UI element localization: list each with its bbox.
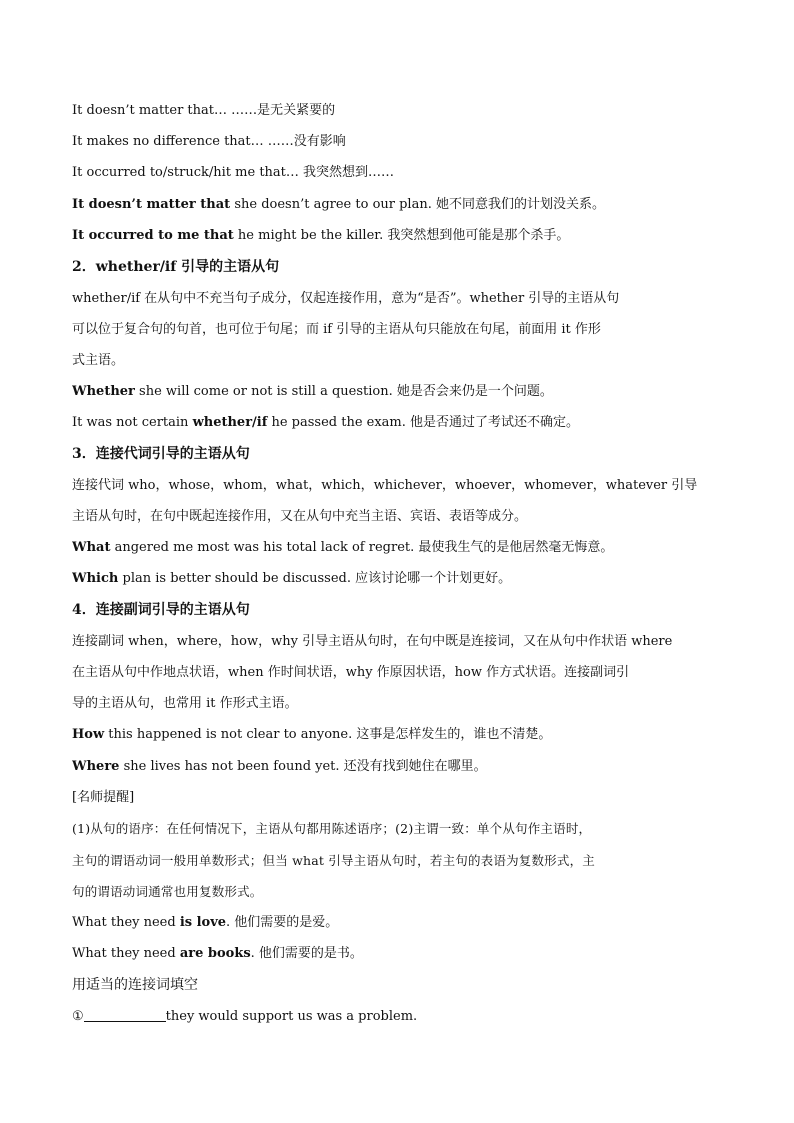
section-heading	[72, 257, 724, 277]
bold-phrase: Which	[72, 571, 119, 586]
text-line: It makes no difference that… ……没有影响	[72, 134, 346, 149]
note-line: 主句的谓语动词一般用单数形式；但当 what 引导主语从句时，若主句的表语为复数形式，主	[72, 853, 595, 868]
example-sentence	[72, 226, 724, 246]
example-sentence	[72, 382, 724, 402]
paragraph-line: whether/if 在从句中不充当句子成分，仅起连接作用，意为“是否”。whether 引导的主语从句	[72, 291, 620, 306]
section-heading	[72, 444, 724, 464]
sentence-text: she doesn’t agree to our plan. 她不同意我们的计划没关系。	[230, 197, 605, 212]
sentence-text: It was not certain	[72, 415, 193, 430]
section-heading	[72, 600, 724, 620]
question-number: ①	[72, 1009, 84, 1024]
heading-text: 3．连接代词引导的主语从句	[72, 446, 250, 462]
sentence-text: she lives has not been found yet. 还没有找到她住在哪里。	[119, 759, 487, 774]
example-sentence	[72, 944, 724, 964]
sentence-text: . 他们需要的是爱。	[226, 915, 339, 930]
bold-phrase: It doesn’t matter that	[72, 197, 231, 212]
paragraph-line: 导的主语从句，也常用 it 作形式主语。	[72, 696, 298, 711]
paragraph-line: 连接代词 who，whose，whom，what，which，whichever，whoever，whomever，whatever 引导	[72, 478, 698, 493]
bold-phrase: Where	[72, 759, 120, 774]
note-line: 句的谓语动词通常也用复数形式。	[72, 884, 263, 899]
paragraph-line: 主语从句时，在句中既起连接作用，又在从句中充当主语、宾语、表语等成分。	[72, 509, 528, 524]
heading-text: 引导的主语从句	[176, 259, 280, 275]
sentence-text: plan is better should be discussed. 应该讨论哪一个计划更好。	[118, 571, 512, 586]
tip-label: [名师提醒]	[72, 790, 135, 805]
sentence-text: angered me most was his total lack of regret. 最使我生气的是他居然毫无悔意。	[110, 540, 614, 555]
text-line: It occurred to/struck/hit me that… 我突然想到……	[72, 165, 395, 180]
bold-phrase: is love	[179, 915, 227, 930]
example-sentence	[72, 725, 724, 745]
paragraph-line: 在主语从句中作地点状语，when 作时间状语，why 作原因状语，how 作方式状语。连接副词引	[72, 665, 630, 680]
heading-number: 2．	[72, 259, 96, 275]
example-sentence	[72, 757, 724, 777]
bold-phrase: are books	[179, 946, 251, 961]
sentence-text: he passed the exam. 他是否通过了考试还不确定。	[267, 415, 580, 430]
note-line: (1)从句的语序：在任何情况下，主语从句都用陈述语序；(2)主谓一致：单个从句作主语时，	[72, 821, 592, 836]
sentence-text: she will come or not is still a question. 她是否会来仍是一个问题。	[134, 384, 553, 399]
bold-phrase: What	[72, 540, 111, 555]
bold-phrase: How	[72, 727, 105, 742]
example-sentence	[72, 195, 724, 215]
bold-phrase: whether/if	[192, 415, 268, 430]
exercise-question	[72, 1007, 724, 1027]
paragraph-line: 可以位于复合句的句首，也可位于句尾；而 if 引导的主语从句只能放在句尾，前面用 it 作形	[72, 322, 601, 337]
paragraph-line: 式主语。	[72, 353, 125, 368]
exercise-instruction: 用适当的连接词填空	[72, 977, 198, 993]
question-text: they would support us was a problem.	[165, 1009, 418, 1024]
example-sentence	[72, 538, 724, 558]
sentence-text: he might be the killer. 我突然想到他可能是那个杀手。	[233, 228, 570, 243]
heading-text: 4．连接副词引导的主语从句	[72, 602, 250, 618]
bold-phrase: Whether	[72, 384, 135, 399]
sentence-text: What they need	[72, 915, 180, 930]
bold-phrase: It occurred to me that	[72, 228, 234, 243]
text-line: It doesn’t matter that… ……是无关紧要的	[72, 103, 336, 118]
example-sentence	[72, 413, 724, 433]
paragraph-line: 连接副词 when，where，how，why 引导主语从句时，在句中既是连接词，又在从句中作状语 where	[72, 634, 673, 649]
sentence-text: . 他们需要的是书。	[250, 946, 363, 961]
sentence-text: this happened is not clear to anyone. 这事是怎样发生的，谁也不清楚。	[104, 727, 552, 742]
heading-keyword: whether/if	[95, 259, 177, 275]
answer-blank[interactable]	[84, 1007, 166, 1022]
example-sentence	[72, 913, 724, 933]
example-sentence	[72, 569, 724, 589]
sentence-text: What they need	[72, 946, 180, 961]
